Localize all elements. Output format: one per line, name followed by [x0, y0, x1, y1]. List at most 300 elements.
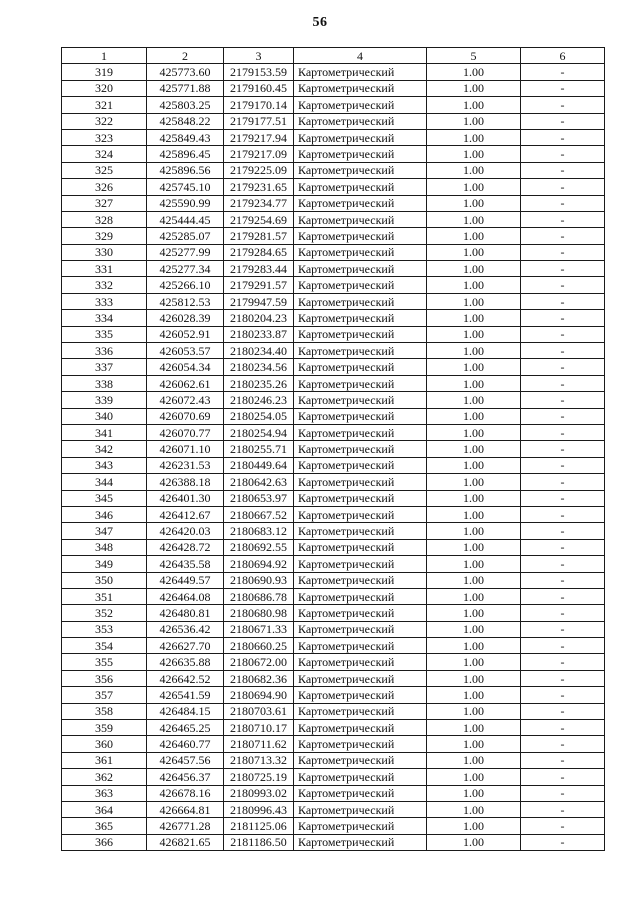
point-number-cell: 333: [62, 293, 147, 309]
note-cell: -: [521, 326, 605, 342]
accuracy-cell: 1.00: [427, 375, 521, 391]
x-coordinate-cell: 426412.67: [147, 506, 224, 522]
method-cell: Картометрический: [294, 474, 427, 490]
y-coordinate-cell: 2180255.71: [224, 441, 294, 457]
x-coordinate-cell: 426627.70: [147, 638, 224, 654]
x-coordinate-cell: 426062.61: [147, 375, 224, 391]
x-coordinate-cell: 426460.77: [147, 736, 224, 752]
column-header: 2: [147, 48, 224, 64]
point-number-cell: 327: [62, 195, 147, 211]
note-cell: -: [521, 195, 605, 211]
x-coordinate-cell: 426054.34: [147, 359, 224, 375]
y-coordinate-cell: 2180694.90: [224, 687, 294, 703]
accuracy-cell: 1.00: [427, 670, 521, 686]
accuracy-cell: 1.00: [427, 179, 521, 195]
method-cell: Картометрический: [294, 769, 427, 785]
y-coordinate-cell: 2180694.92: [224, 556, 294, 572]
x-coordinate-cell: 426456.37: [147, 769, 224, 785]
x-coordinate-cell: 426480.81: [147, 605, 224, 621]
method-cell: Картометрический: [294, 785, 427, 801]
y-coordinate-cell: 2180703.61: [224, 703, 294, 719]
x-coordinate-cell: 426028.39: [147, 310, 224, 326]
accuracy-cell: 1.00: [427, 736, 521, 752]
column-header: 3: [224, 48, 294, 64]
accuracy-cell: 1.00: [427, 244, 521, 260]
table-row: [62, 392, 605, 408]
table-row: [62, 408, 605, 424]
method-cell: Картометрический: [294, 211, 427, 227]
note-cell: -: [521, 523, 605, 539]
y-coordinate-cell: 2180246.23: [224, 392, 294, 408]
point-number-cell: 356: [62, 670, 147, 686]
table-row: [62, 801, 605, 817]
table-row: [62, 277, 605, 293]
accuracy-cell: 1.00: [427, 326, 521, 342]
y-coordinate-cell: 2179254.69: [224, 211, 294, 227]
method-cell: Картометрический: [294, 64, 427, 80]
x-coordinate-cell: 426070.69: [147, 408, 224, 424]
table-row: [62, 375, 605, 391]
accuracy-cell: 1.00: [427, 195, 521, 211]
x-coordinate-cell: 426388.18: [147, 474, 224, 490]
accuracy-cell: 1.00: [427, 654, 521, 670]
note-cell: -: [521, 129, 605, 145]
x-coordinate-cell: 426635.88: [147, 654, 224, 670]
y-coordinate-cell: 2179225.09: [224, 162, 294, 178]
x-coordinate-cell: 426435.58: [147, 556, 224, 572]
point-number-cell: 326: [62, 179, 147, 195]
table-row: [62, 605, 605, 621]
accuracy-cell: 1.00: [427, 129, 521, 145]
point-number-cell: 334: [62, 310, 147, 326]
method-cell: Картометрический: [294, 310, 427, 326]
note-cell: -: [521, 277, 605, 293]
table-row: [62, 818, 605, 834]
table-row: [62, 752, 605, 768]
point-number-cell: 322: [62, 113, 147, 129]
accuracy-cell: 1.00: [427, 113, 521, 129]
point-number-cell: 323: [62, 129, 147, 145]
method-cell: Картометрический: [294, 228, 427, 244]
accuracy-cell: 1.00: [427, 523, 521, 539]
point-number-cell: 345: [62, 490, 147, 506]
point-number-cell: 335: [62, 326, 147, 342]
point-number-cell: 360: [62, 736, 147, 752]
table-row: [62, 441, 605, 457]
method-cell: Картометрический: [294, 326, 427, 342]
method-cell: Картометрический: [294, 359, 427, 375]
table-row: [62, 326, 605, 342]
note-cell: -: [521, 146, 605, 162]
y-coordinate-cell: 2180660.25: [224, 638, 294, 654]
accuracy-cell: 1.00: [427, 785, 521, 801]
table-row: [62, 670, 605, 686]
table-row: [62, 80, 605, 96]
accuracy-cell: 1.00: [427, 539, 521, 555]
accuracy-cell: 1.00: [427, 621, 521, 637]
x-coordinate-cell: 426231.53: [147, 457, 224, 473]
y-coordinate-cell: 2180254.05: [224, 408, 294, 424]
y-coordinate-cell: 2180725.19: [224, 769, 294, 785]
accuracy-cell: 1.00: [427, 588, 521, 604]
point-number-cell: 348: [62, 539, 147, 555]
y-coordinate-cell: 2179284.65: [224, 244, 294, 260]
accuracy-cell: 1.00: [427, 343, 521, 359]
note-cell: -: [521, 261, 605, 277]
note-cell: -: [521, 687, 605, 703]
y-coordinate-cell: 2180692.55: [224, 539, 294, 555]
point-number-cell: 363: [62, 785, 147, 801]
x-coordinate-cell: 425803.25: [147, 97, 224, 113]
method-cell: Картометрический: [294, 720, 427, 736]
table-row: [62, 228, 605, 244]
column-header: 5: [427, 48, 521, 64]
note-cell: -: [521, 408, 605, 424]
point-number-cell: 321: [62, 97, 147, 113]
point-number-cell: 341: [62, 424, 147, 440]
x-coordinate-cell: 425896.45: [147, 146, 224, 162]
table-row: [62, 572, 605, 588]
accuracy-cell: 1.00: [427, 834, 521, 850]
x-coordinate-cell: 426457.56: [147, 752, 224, 768]
point-number-cell: 340: [62, 408, 147, 424]
point-number-cell: 331: [62, 261, 147, 277]
note-cell: -: [521, 228, 605, 244]
table-row: [62, 621, 605, 637]
accuracy-cell: 1.00: [427, 474, 521, 490]
y-coordinate-cell: 2179281.57: [224, 228, 294, 244]
method-cell: Картометрический: [294, 195, 427, 211]
accuracy-cell: 1.00: [427, 490, 521, 506]
y-coordinate-cell: 2180449.64: [224, 457, 294, 473]
note-cell: -: [521, 703, 605, 719]
note-cell: -: [521, 654, 605, 670]
method-cell: Картометрический: [294, 424, 427, 440]
method-cell: Картометрический: [294, 818, 427, 834]
table-row: [62, 310, 605, 326]
point-number-cell: 357: [62, 687, 147, 703]
table-row: [62, 785, 605, 801]
y-coordinate-cell: 2180653.97: [224, 490, 294, 506]
point-number-cell: 350: [62, 572, 147, 588]
accuracy-cell: 1.00: [427, 687, 521, 703]
note-cell: -: [521, 506, 605, 522]
table-row: [62, 146, 605, 162]
y-coordinate-cell: 2181125.06: [224, 818, 294, 834]
y-coordinate-cell: 2179160.45: [224, 80, 294, 96]
accuracy-cell: 1.00: [427, 556, 521, 572]
method-cell: Картометрический: [294, 539, 427, 555]
note-cell: -: [521, 605, 605, 621]
method-cell: Картометрический: [294, 621, 427, 637]
method-cell: Картометрический: [294, 490, 427, 506]
method-cell: Картометрический: [294, 97, 427, 113]
note-cell: -: [521, 244, 605, 260]
note-cell: -: [521, 359, 605, 375]
accuracy-cell: 1.00: [427, 801, 521, 817]
note-cell: -: [521, 211, 605, 227]
x-coordinate-cell: 425849.43: [147, 129, 224, 145]
note-cell: -: [521, 392, 605, 408]
y-coordinate-cell: 2179291.57: [224, 277, 294, 293]
table-row: [62, 129, 605, 145]
method-cell: Картометрический: [294, 556, 427, 572]
point-number-cell: 332: [62, 277, 147, 293]
note-cell: -: [521, 588, 605, 604]
point-number-cell: 355: [62, 654, 147, 670]
x-coordinate-cell: 426642.52: [147, 670, 224, 686]
x-coordinate-cell: 425773.60: [147, 64, 224, 80]
accuracy-cell: 1.00: [427, 408, 521, 424]
note-cell: -: [521, 64, 605, 80]
method-cell: Картометрический: [294, 441, 427, 457]
method-cell: Картометрический: [294, 408, 427, 424]
y-coordinate-cell: 2180234.40: [224, 343, 294, 359]
method-cell: Картометрический: [294, 752, 427, 768]
note-cell: -: [521, 179, 605, 195]
column-header: 4: [294, 48, 427, 64]
note-cell: -: [521, 785, 605, 801]
y-coordinate-cell: 2180204.23: [224, 310, 294, 326]
y-coordinate-cell: 2180233.87: [224, 326, 294, 342]
note-cell: -: [521, 424, 605, 440]
y-coordinate-cell: 2180671.33: [224, 621, 294, 637]
accuracy-cell: 1.00: [427, 506, 521, 522]
method-cell: Картометрический: [294, 801, 427, 817]
method-cell: Картометрический: [294, 670, 427, 686]
point-number-cell: 361: [62, 752, 147, 768]
accuracy-cell: 1.00: [427, 310, 521, 326]
x-coordinate-cell: 425896.56: [147, 162, 224, 178]
point-number-cell: 365: [62, 818, 147, 834]
x-coordinate-cell: 426678.16: [147, 785, 224, 801]
method-cell: Картометрический: [294, 375, 427, 391]
note-cell: -: [521, 572, 605, 588]
table-row: [62, 736, 605, 752]
table-row: [62, 556, 605, 572]
note-cell: -: [521, 343, 605, 359]
y-coordinate-cell: 2180713.32: [224, 752, 294, 768]
y-coordinate-cell: 2179947.59: [224, 293, 294, 309]
table-row: [62, 195, 605, 211]
y-coordinate-cell: 2180642.63: [224, 474, 294, 490]
point-number-cell: 346: [62, 506, 147, 522]
table-row: [62, 523, 605, 539]
point-number-cell: 325: [62, 162, 147, 178]
note-cell: -: [521, 162, 605, 178]
y-coordinate-cell: 2180667.52: [224, 506, 294, 522]
note-cell: -: [521, 818, 605, 834]
accuracy-cell: 1.00: [427, 457, 521, 473]
x-coordinate-cell: 425812.53: [147, 293, 224, 309]
y-coordinate-cell: 2180254.94: [224, 424, 294, 440]
method-cell: Картометрический: [294, 146, 427, 162]
x-coordinate-cell: 426464.08: [147, 588, 224, 604]
method-cell: Картометрический: [294, 293, 427, 309]
accuracy-cell: 1.00: [427, 228, 521, 244]
point-number-cell: 354: [62, 638, 147, 654]
table-row: [62, 457, 605, 473]
x-coordinate-cell: 426070.77: [147, 424, 224, 440]
note-cell: -: [521, 556, 605, 572]
y-coordinate-cell: 2181186.50: [224, 834, 294, 850]
note-cell: -: [521, 736, 605, 752]
y-coordinate-cell: 2180710.17: [224, 720, 294, 736]
point-number-cell: 347: [62, 523, 147, 539]
table-row: [62, 506, 605, 522]
point-number-cell: 351: [62, 588, 147, 604]
x-coordinate-cell: 426536.42: [147, 621, 224, 637]
y-coordinate-cell: 2180682.36: [224, 670, 294, 686]
y-coordinate-cell: 2179217.09: [224, 146, 294, 162]
table-row: [62, 211, 605, 227]
y-coordinate-cell: 2180993.02: [224, 785, 294, 801]
point-number-cell: 319: [62, 64, 147, 80]
note-cell: -: [521, 113, 605, 129]
table-row: [62, 720, 605, 736]
y-coordinate-cell: 2180690.93: [224, 572, 294, 588]
note-cell: -: [521, 97, 605, 113]
x-coordinate-cell: 426052.91: [147, 326, 224, 342]
table-row: [62, 244, 605, 260]
point-number-cell: 352: [62, 605, 147, 621]
method-cell: Картометрический: [294, 80, 427, 96]
table-row: [62, 424, 605, 440]
x-coordinate-cell: 426449.57: [147, 572, 224, 588]
note-cell: -: [521, 441, 605, 457]
method-cell: Картометрический: [294, 506, 427, 522]
column-header: 6: [521, 48, 605, 64]
accuracy-cell: 1.00: [427, 211, 521, 227]
note-cell: -: [521, 752, 605, 768]
table-row: [62, 343, 605, 359]
method-cell: Картометрический: [294, 834, 427, 850]
table-body: [62, 64, 605, 851]
y-coordinate-cell: 2180680.98: [224, 605, 294, 621]
point-number-cell: 339: [62, 392, 147, 408]
table-row: [62, 490, 605, 506]
y-coordinate-cell: 2179177.51: [224, 113, 294, 129]
point-number-cell: 366: [62, 834, 147, 850]
note-cell: -: [521, 801, 605, 817]
table-row: [62, 539, 605, 555]
note-cell: -: [521, 457, 605, 473]
accuracy-cell: 1.00: [427, 441, 521, 457]
method-cell: Картометрический: [294, 343, 427, 359]
point-number-cell: 338: [62, 375, 147, 391]
method-cell: Картометрический: [294, 244, 427, 260]
point-number-cell: 337: [62, 359, 147, 375]
coordinates-table: [61, 47, 605, 851]
method-cell: Картометрический: [294, 638, 427, 654]
x-coordinate-cell: 426771.28: [147, 818, 224, 834]
method-cell: Картометрический: [294, 113, 427, 129]
note-cell: -: [521, 474, 605, 490]
y-coordinate-cell: 2180996.43: [224, 801, 294, 817]
accuracy-cell: 1.00: [427, 769, 521, 785]
x-coordinate-cell: 426428.72: [147, 539, 224, 555]
accuracy-cell: 1.00: [427, 261, 521, 277]
table-row: [62, 588, 605, 604]
x-coordinate-cell: 425745.10: [147, 179, 224, 195]
y-coordinate-cell: 2179283.44: [224, 261, 294, 277]
x-coordinate-cell: 425277.34: [147, 261, 224, 277]
x-coordinate-cell: 425771.88: [147, 80, 224, 96]
table-row: [62, 687, 605, 703]
y-coordinate-cell: 2179234.77: [224, 195, 294, 211]
accuracy-cell: 1.00: [427, 605, 521, 621]
point-number-cell: 336: [62, 343, 147, 359]
accuracy-cell: 1.00: [427, 80, 521, 96]
x-coordinate-cell: 425266.10: [147, 277, 224, 293]
method-cell: Картометрический: [294, 523, 427, 539]
table-row: [62, 162, 605, 178]
x-coordinate-cell: 426465.25: [147, 720, 224, 736]
point-number-cell: 320: [62, 80, 147, 96]
point-number-cell: 344: [62, 474, 147, 490]
table-row: [62, 64, 605, 80]
x-coordinate-cell: 426053.57: [147, 343, 224, 359]
accuracy-cell: 1.00: [427, 424, 521, 440]
y-coordinate-cell: 2180234.56: [224, 359, 294, 375]
method-cell: Картометрический: [294, 588, 427, 604]
x-coordinate-cell: 426484.15: [147, 703, 224, 719]
table-header: [62, 48, 605, 64]
header-row: [62, 48, 605, 64]
method-cell: Картометрический: [294, 129, 427, 145]
method-cell: Картометрический: [294, 703, 427, 719]
table-row: [62, 654, 605, 670]
method-cell: Картометрический: [294, 654, 427, 670]
table-row: [62, 97, 605, 113]
y-coordinate-cell: 2179217.94: [224, 129, 294, 145]
point-number-cell: 349: [62, 556, 147, 572]
point-number-cell: 358: [62, 703, 147, 719]
method-cell: Картометрический: [294, 605, 427, 621]
point-number-cell: 343: [62, 457, 147, 473]
accuracy-cell: 1.00: [427, 359, 521, 375]
x-coordinate-cell: 426072.43: [147, 392, 224, 408]
accuracy-cell: 1.00: [427, 752, 521, 768]
note-cell: -: [521, 375, 605, 391]
x-coordinate-cell: 425848.22: [147, 113, 224, 129]
method-cell: Картометрический: [294, 457, 427, 473]
accuracy-cell: 1.00: [427, 818, 521, 834]
accuracy-cell: 1.00: [427, 162, 521, 178]
note-cell: -: [521, 769, 605, 785]
method-cell: Картометрический: [294, 392, 427, 408]
method-cell: Картометрический: [294, 162, 427, 178]
accuracy-cell: 1.00: [427, 293, 521, 309]
x-coordinate-cell: 426664.81: [147, 801, 224, 817]
table-row: [62, 293, 605, 309]
accuracy-cell: 1.00: [427, 638, 521, 654]
note-cell: -: [521, 834, 605, 850]
y-coordinate-cell: 2179170.14: [224, 97, 294, 113]
x-coordinate-cell: 426541.59: [147, 687, 224, 703]
y-coordinate-cell: 2180683.12: [224, 523, 294, 539]
x-coordinate-cell: 425277.99: [147, 244, 224, 260]
note-cell: -: [521, 293, 605, 309]
method-cell: Картометрический: [294, 572, 427, 588]
note-cell: -: [521, 539, 605, 555]
y-coordinate-cell: 2180235.26: [224, 375, 294, 391]
table-row: [62, 703, 605, 719]
note-cell: -: [521, 310, 605, 326]
accuracy-cell: 1.00: [427, 277, 521, 293]
x-coordinate-cell: 426821.65: [147, 834, 224, 850]
method-cell: Картометрический: [294, 179, 427, 195]
